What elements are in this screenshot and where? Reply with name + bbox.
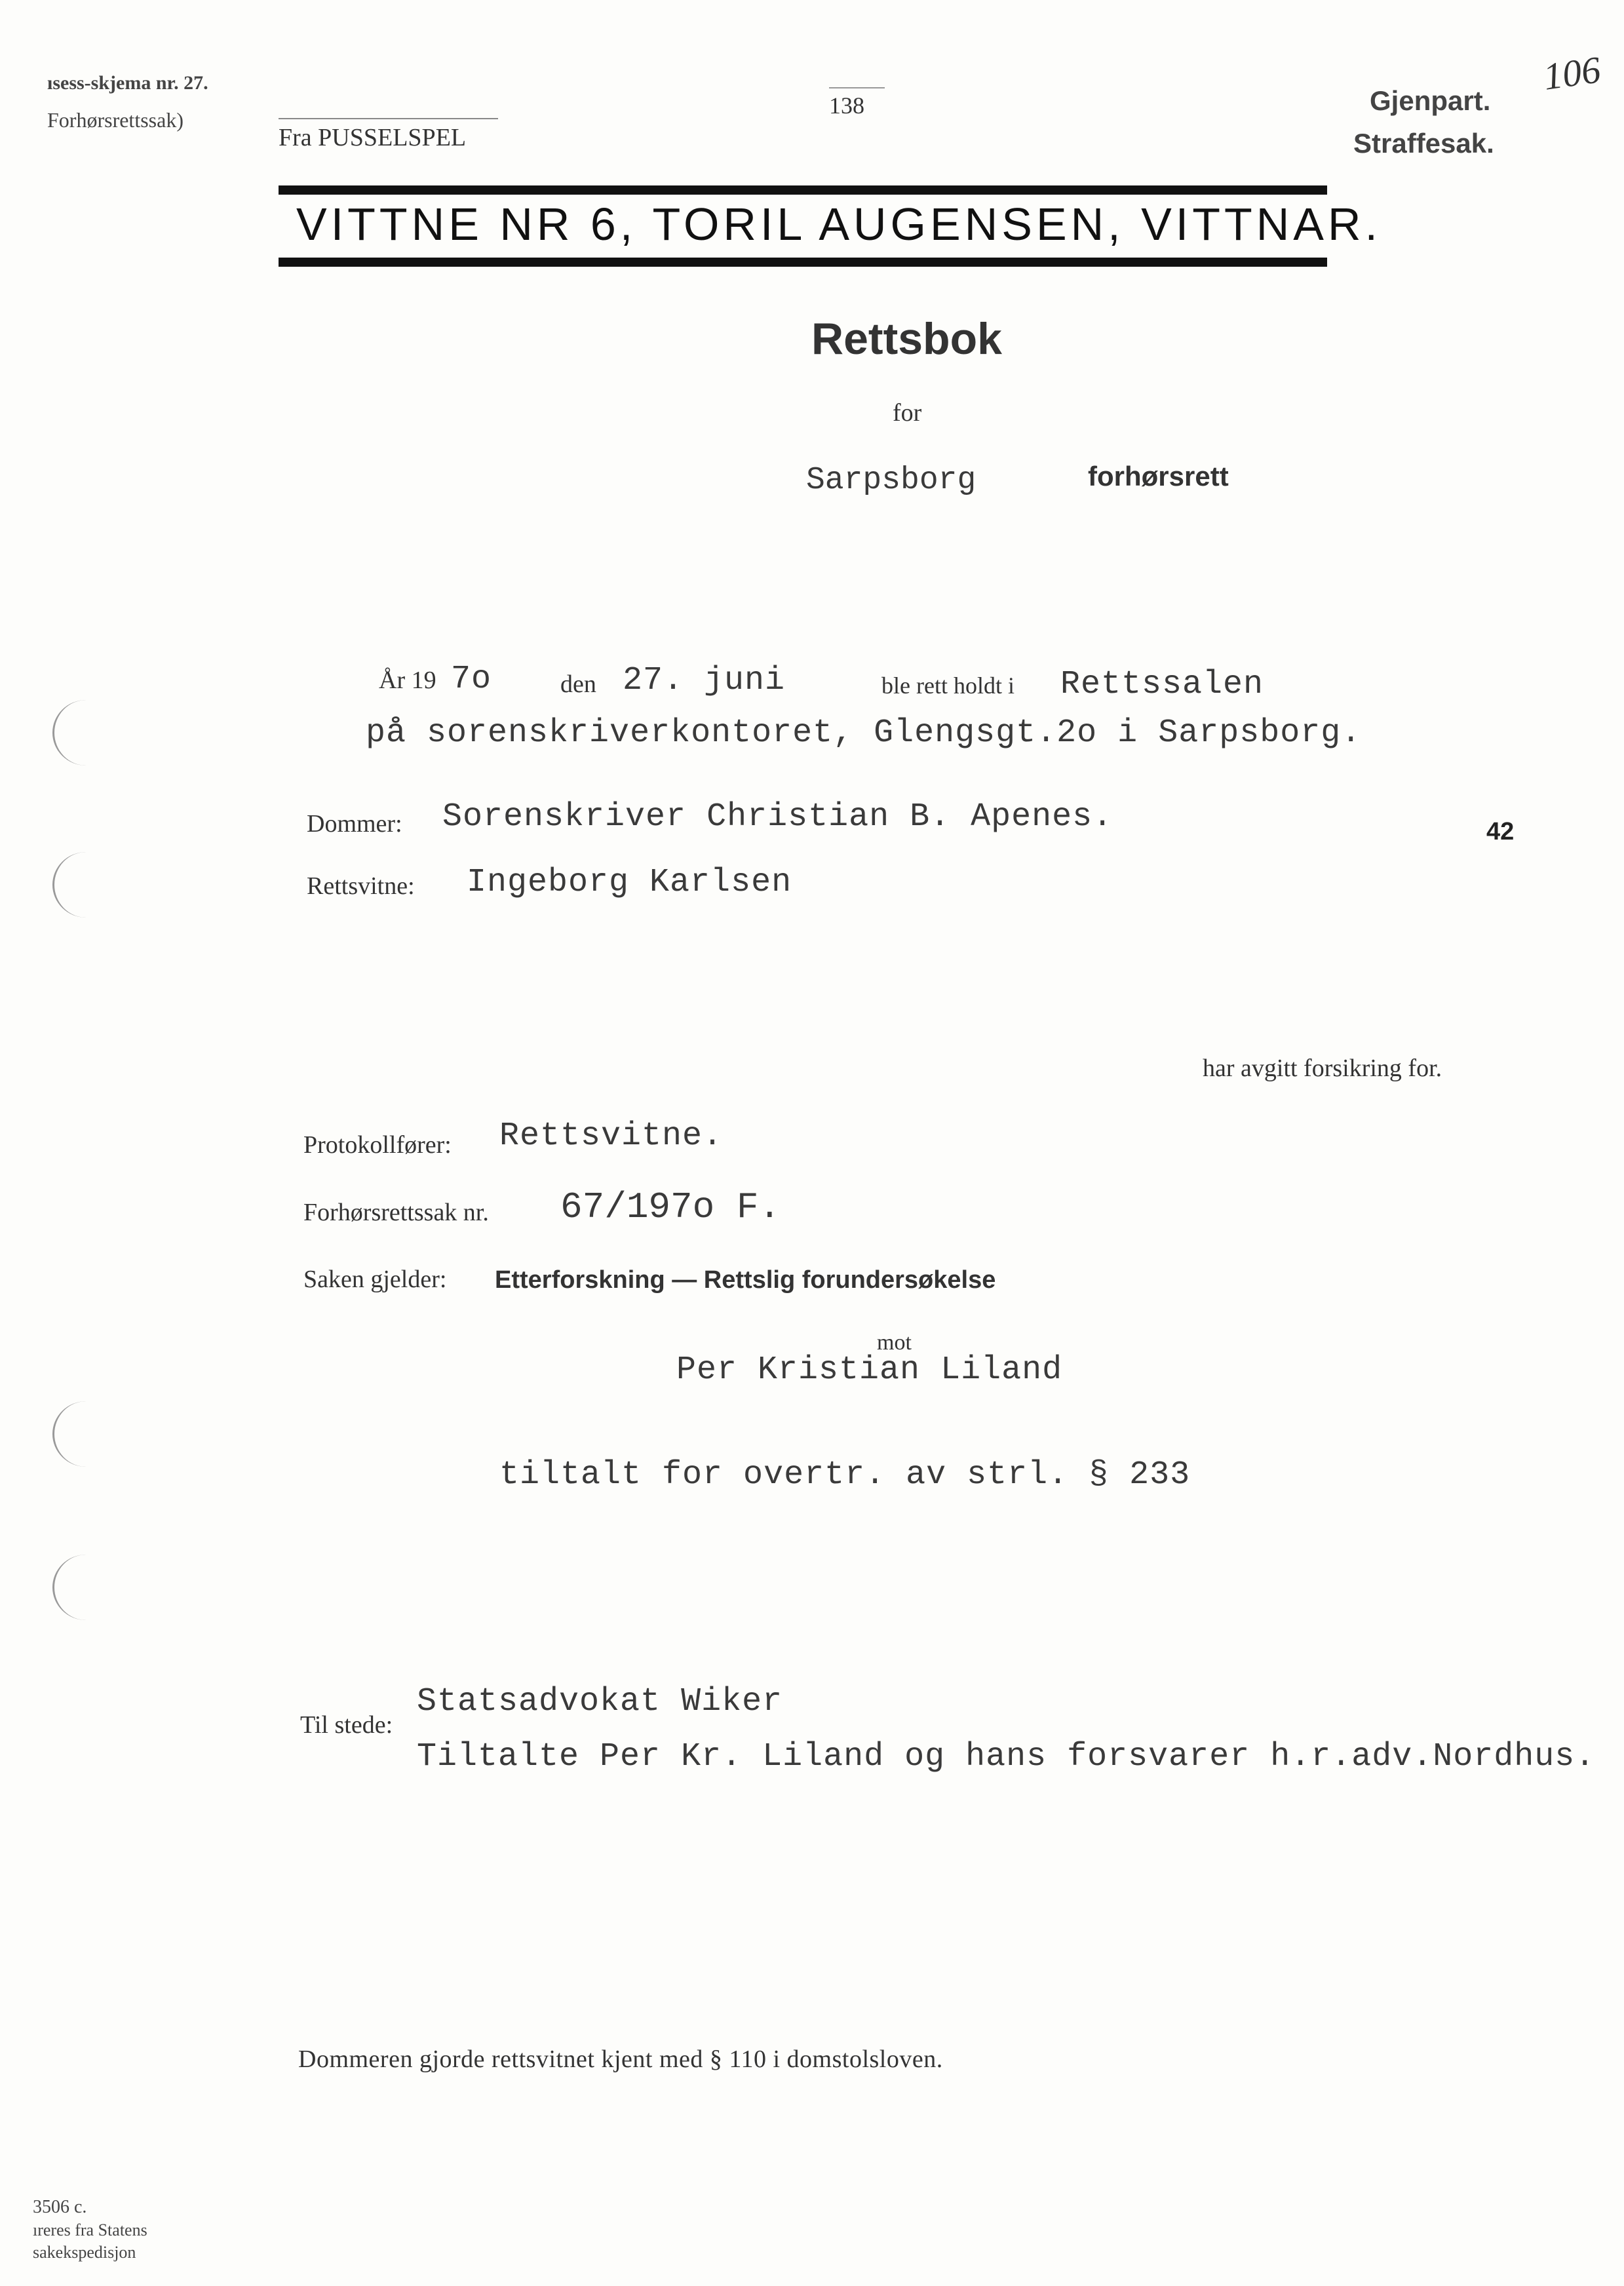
- page-title: Rettsbok: [811, 314, 1002, 364]
- court-type: forhørsrett: [1088, 461, 1229, 492]
- court-witness-value: Ingeborg Karlsen: [467, 864, 792, 901]
- punch-hole-shadow: [52, 1401, 120, 1467]
- court-place: Sarpsborg: [806, 463, 976, 498]
- form-line-1: ısess-skjema nr. 27.: [47, 72, 208, 94]
- meeting-location-2: på sorenskriverkontoret, Glengsgt.2o i Sarpsborg.: [366, 714, 1362, 752]
- imprint-line-2: ıreres fra Statens: [33, 2220, 147, 2239]
- punch-hole-shadow: [52, 852, 120, 918]
- imprint-line-3: sakekspedisjon: [33, 2243, 136, 2262]
- defendant-name: Per Kristian Liland: [676, 1351, 1063, 1389]
- page-number: 138: [829, 92, 864, 119]
- punch-hole-shadow: [52, 1555, 120, 1620]
- from-rule: [279, 118, 498, 119]
- punch-hole-shadow: [52, 700, 120, 765]
- oath-note: har avgitt forsikring for.: [1203, 1055, 1442, 1082]
- den-label: den: [560, 670, 596, 698]
- judge-value: Sorenskriver Christian B. Apenes.: [442, 798, 1113, 836]
- case-number-value: 67/197o F.: [560, 1186, 781, 1228]
- judge-label: Dommer:: [307, 810, 402, 838]
- footer-statement: Dommeren gjorde rettsvitnet kjent med § 110 i domstolsloven.: [298, 2045, 943, 2073]
- imprint-line-1: 3506 c.: [33, 2197, 87, 2217]
- from-label: Fra PUSSELSPEL: [279, 124, 467, 151]
- recorder-value: Rettsvitne.: [499, 1117, 724, 1155]
- held-label: ble rett holdt i: [881, 672, 1015, 699]
- banner-bottom-rule: [279, 258, 1327, 267]
- case-number-label: Forhørsrettssak nr.: [303, 1199, 489, 1226]
- form-line-2: Forhørsrettssak): [47, 108, 184, 132]
- page-number-rule: [829, 87, 885, 88]
- recorder-label: Protokollfører:: [303, 1131, 452, 1159]
- court-witness-label: Rettsvitne:: [307, 872, 415, 900]
- charge: tiltalt for overtr. av strl. § 233: [499, 1456, 1191, 1494]
- subject-label: Saken gjelder:: [303, 1266, 447, 1293]
- mot-label: mot: [877, 1330, 912, 1355]
- case-type: Straffesak.: [1353, 128, 1494, 159]
- banner-top-rule: [279, 185, 1327, 195]
- handwritten-number: 106: [1540, 48, 1604, 98]
- for-label: for: [893, 399, 922, 427]
- present-line-1: Statsadvokat Wiker: [417, 1683, 783, 1720]
- present-line-2: Tiltalte Per Kr. Liland og hans forsvarer h.r.adv.Nordhus.: [417, 1738, 1596, 1775]
- meeting-location-1: Rettssalen: [1060, 666, 1264, 703]
- subject-value: Etterforskning — Rettslig forundersøkelse: [495, 1266, 996, 1294]
- meeting-date: 27. juni: [623, 662, 786, 699]
- present-label: Til stede:: [300, 1711, 393, 1739]
- year-label: År 19: [379, 667, 436, 694]
- side-number: 42: [1486, 818, 1515, 845]
- copy-label: Gjenpart.: [1370, 85, 1491, 116]
- witness-banner: VITTNE NR 6, TORIL AUGENSEN, VITTNAR.: [296, 199, 1382, 250]
- year-digits: 7o: [451, 661, 492, 698]
